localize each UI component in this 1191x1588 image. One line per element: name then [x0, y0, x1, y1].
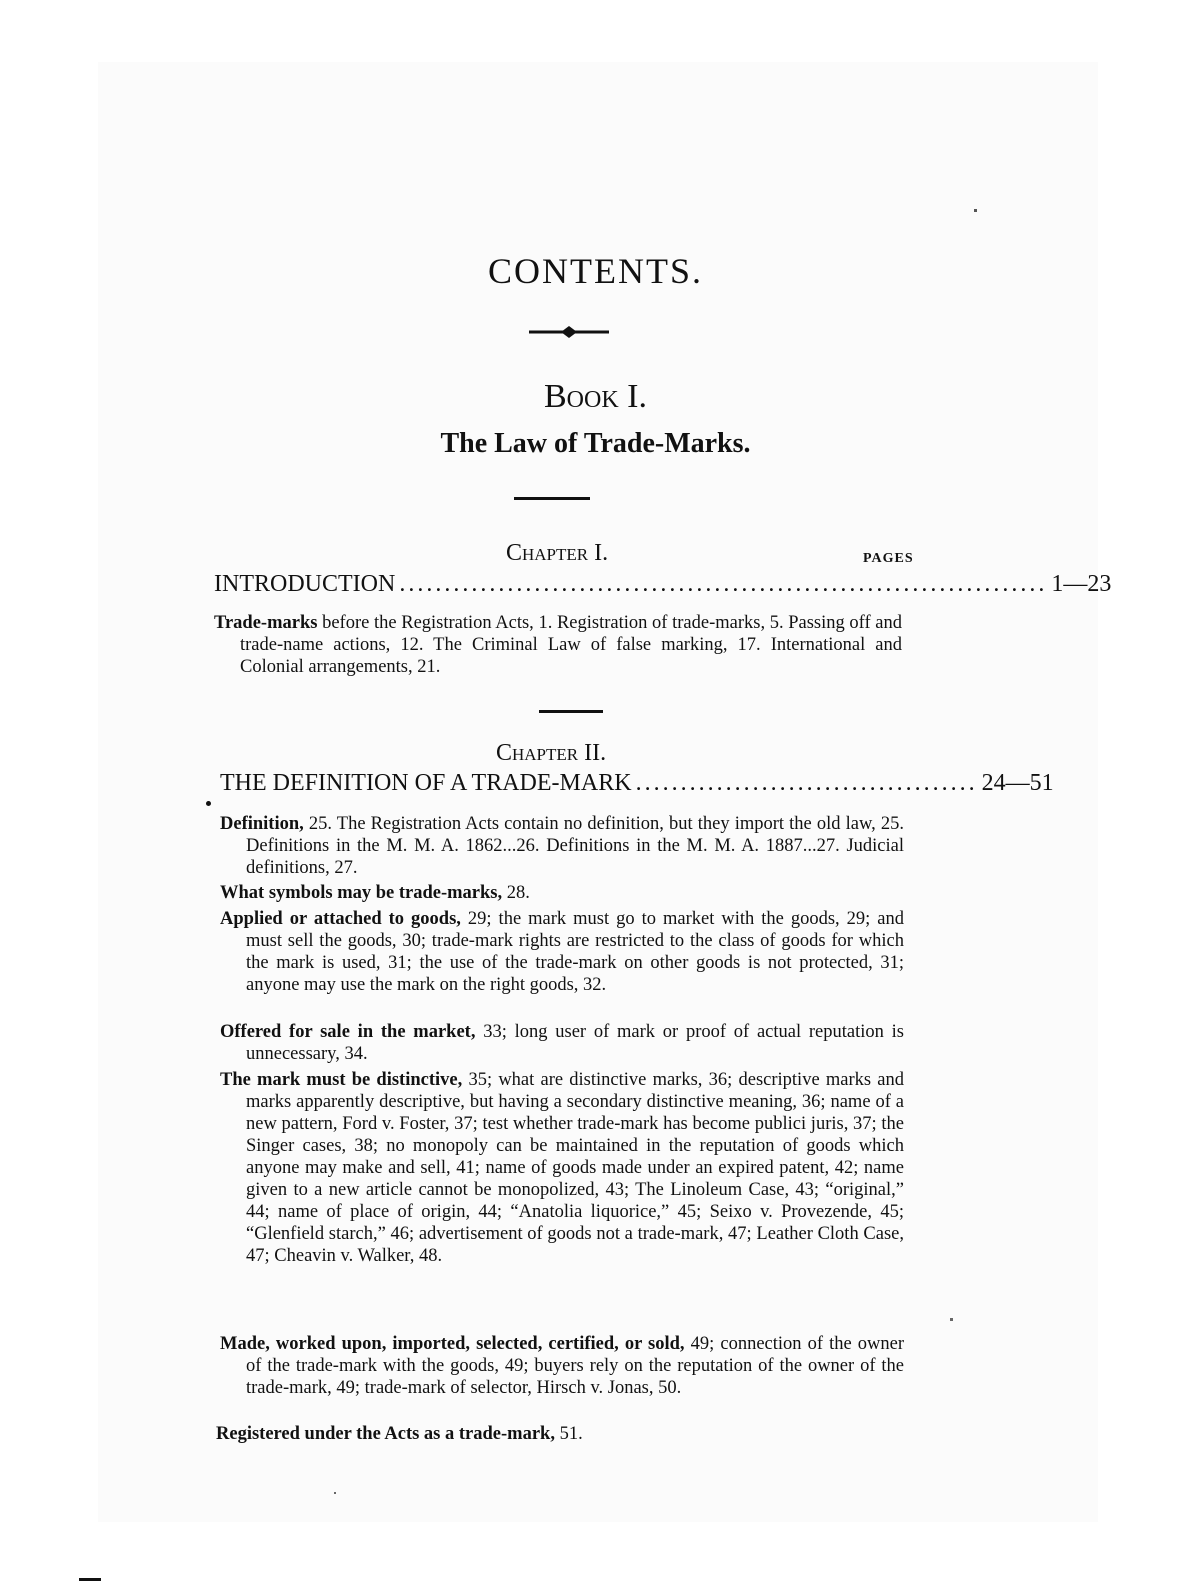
ornament-divider: [529, 322, 609, 342]
paragraph-text: 29; the mark must go to market with the goods, 29; and must sell the goods, 30; trade-mark rights are restricted to the class of goods for which the mark is used, 31; the use of the trade-mark on other goods is not protected, 31; anyone may use the mark on the right goods, 32.: [246, 909, 904, 995]
section-rule: [514, 497, 590, 500]
paragraph-text: 25. The Registration Acts contain no definition, but they import the old law, 25. Definitions in the M. M. A. 1862...26. Definitions in the M. M. A. 1887...27. Judicial definitions, 27.: [246, 814, 904, 878]
paragraph-applied: [220, 908, 904, 996]
scan-edge-mark: [79, 1578, 101, 1581]
chapter-2-heading: THE DEFINITION OF A TRADE-MARK: [220, 770, 632, 796]
paragraph-text: 33; long user of mark or proof of actual reputation is unnecessary, 34.: [246, 1022, 905, 1064]
contents-title: CONTENTS.: [488, 251, 703, 291]
paragraph-lead: Made, worked upon, imported, selected, certified, or sold,: [220, 1334, 685, 1354]
paragraph-registered: [216, 1423, 900, 1445]
paragraph-offered: [220, 1021, 904, 1065]
book-title: Book I.: [544, 378, 647, 415]
paragraph-lead: Applied or attached to goods,: [220, 909, 461, 929]
chapter-2-heading-row: [220, 770, 1054, 797]
paragraph-lead: Definition,: [220, 814, 304, 834]
scan-speck: [974, 209, 977, 212]
paragraph-definition: [220, 813, 904, 879]
summary-text: before the Registration Acts, 1. Registration of trade-marks, 5. Passing off and trade-name actions, 12. The Criminal Law of false marking, 17. International and Colonial arrangements, 21.: [240, 613, 902, 677]
chapter-1-heading: INTRODUCTION: [214, 571, 396, 597]
paragraph-text: 51.: [554, 1424, 583, 1444]
paragraph-lead: Registered under the Acts as a trade-mark,: [216, 1424, 555, 1444]
chapter-rule: [539, 710, 603, 713]
paragraph-made: [220, 1333, 904, 1399]
scan-speck: [334, 1492, 336, 1494]
chapter-1-pages: 1—23: [1051, 571, 1112, 597]
paragraph-text: 28.: [502, 883, 530, 903]
stray-dot: [206, 801, 211, 806]
book-subtitle: The Law of Trade-Marks.: [440, 428, 751, 459]
paragraph-text: 35; what are distinctive marks, 36; descriptive marks and marks apparently descriptive, but having a secondary distinctive meaning, 36; name of a new pattern, Ford v. Foster, 37; test whether trade-mark has become publici juris, 37; the Singer cases, 38; no monopoly can be maintained in the reputation of goods which anyone may make and sell, 41; name of goods made under an expired patent, 42; name given to a new article cannot be monopolized, 43; The Linoleum Case, 43; “original,” 44; name of place of origin, 44; “Anatolia liquorice,” 45; Seixo v. Provezende, 45; “Glenfield starch,” 46; advertisement of goods not a trade-mark, 47; Leather Cloth Case, 47; Cheavin v. Walker, 48.: [246, 1070, 905, 1266]
chapter-1-heading-row: [214, 571, 1112, 598]
scan-speck: [950, 1318, 953, 1321]
chapter-2-pages: 24—51: [981, 770, 1054, 796]
paragraph-lead: The mark must be distinctive,: [220, 1070, 463, 1090]
paragraph-distinctive: [220, 1069, 904, 1267]
chapter-1-label: Chapter I.: [506, 540, 609, 566]
chapter-1-summary: [214, 612, 902, 678]
dot-leader: ........................................................................: [399, 571, 1048, 597]
paragraph-lead: What symbols may be trade-marks,: [220, 883, 503, 903]
summary-lead: Trade-marks: [214, 613, 318, 633]
chapter-2-label: Chapter II.: [496, 740, 607, 766]
dot-leader: ......................................: [635, 770, 978, 796]
pages-column-label: PAGES: [863, 551, 914, 566]
paragraph-text: 49; connection of the owner of the trade-mark with the goods, 49; buyers rely on the reputation of the owner of the trade-mark, 49; trade-mark of selector, Hirsch v. Jonas, 50.: [246, 1334, 904, 1398]
paragraph-lead: Offered for sale in the market,: [220, 1022, 476, 1042]
paragraph-symbols: [220, 882, 904, 904]
